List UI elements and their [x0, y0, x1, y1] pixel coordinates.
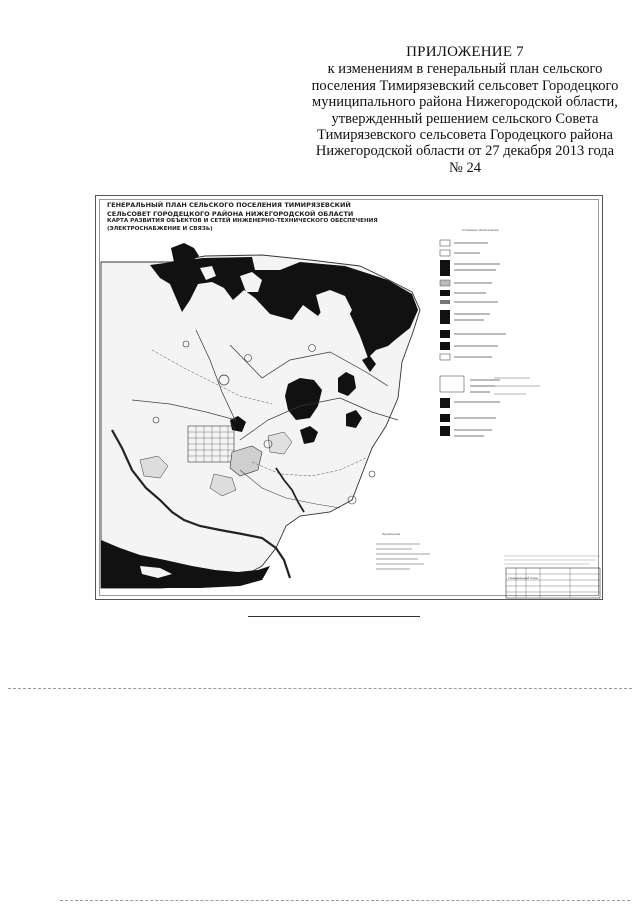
map-subtitle-line-1: КАРТА РАЗВИТИЯ ОБЪЕКТОВ И СЕТЕЙ ИНЖЕНЕРНО-ТЕХНИЧЕСКОГО ОБЕСПЕЧЕНИЯ	[107, 218, 378, 225]
legend-swatch	[440, 376, 464, 392]
map-subtitle-line-2: (ЭЛЕКТРОСНАБЖЕНИЕ И СВЯЗЬ)	[107, 225, 213, 232]
legend-text-lines	[494, 378, 540, 394]
legend-heading: Условные обозначения	[462, 228, 499, 232]
header-line-6: Нижегородской области от 27 декабря 2013 года	[315, 143, 615, 160]
legend-swatch	[440, 280, 450, 286]
village-marker	[369, 471, 375, 477]
header-line-7: № 24	[449, 159, 481, 176]
legend-swatch	[440, 354, 450, 360]
map-legend	[440, 240, 540, 436]
header-line-4: утвержденный решением сельского Совета	[331, 110, 599, 127]
header-line-5: Тимирязевского сельсовета Городецкого района	[317, 127, 613, 144]
scan-dash-line	[60, 900, 630, 901]
legend-swatch	[440, 300, 450, 304]
legend-swatch	[440, 290, 450, 296]
scan-dash-line	[8, 688, 632, 689]
legend-swatch	[440, 250, 450, 256]
header-line-3: муниципального района Нижегородской области,	[312, 94, 618, 111]
legend-swatch	[440, 426, 450, 436]
map-title-line-2: СЕЛЬСОВЕТ ГОРОДЕЦКОГО РАЙОНА НИЖЕГОРОДСКОЙ ОБЛАСТИ	[107, 209, 354, 218]
annex-label: ПРИЛОЖЕНИЕ 7	[406, 44, 524, 60]
legend-swatch	[440, 342, 450, 350]
map-title	[107, 201, 427, 233]
notes-text-lines	[376, 544, 430, 569]
horizontal-rule	[248, 616, 420, 617]
header-line-1: к изменениям в генеральный план сельского	[327, 61, 603, 78]
map-territory	[101, 243, 420, 588]
title-block-label: Генеральный план	[508, 576, 538, 580]
header-line-2: поселения Тимирязевский сельсовет Городецкого	[311, 77, 619, 94]
legend-swatch	[440, 240, 450, 246]
map-title-line-1: ГЕНЕРАЛЬНЫЙ ПЛАН СЕЛЬСКОГО ПОСЕЛЕНИЯ ТИМИРЯЗЕВСКИЙ	[107, 201, 351, 209]
legend-swatch	[440, 414, 450, 422]
legend-swatch	[440, 398, 450, 408]
legend-swatch	[440, 330, 450, 338]
title-block-frame	[506, 568, 600, 598]
legend-text-lines	[454, 243, 506, 436]
legend-swatch	[440, 310, 450, 324]
legend-swatch	[440, 260, 450, 276]
notes-heading: Примечание	[382, 532, 401, 536]
title-block-grid	[506, 568, 600, 598]
title-block-notes	[504, 556, 600, 564]
